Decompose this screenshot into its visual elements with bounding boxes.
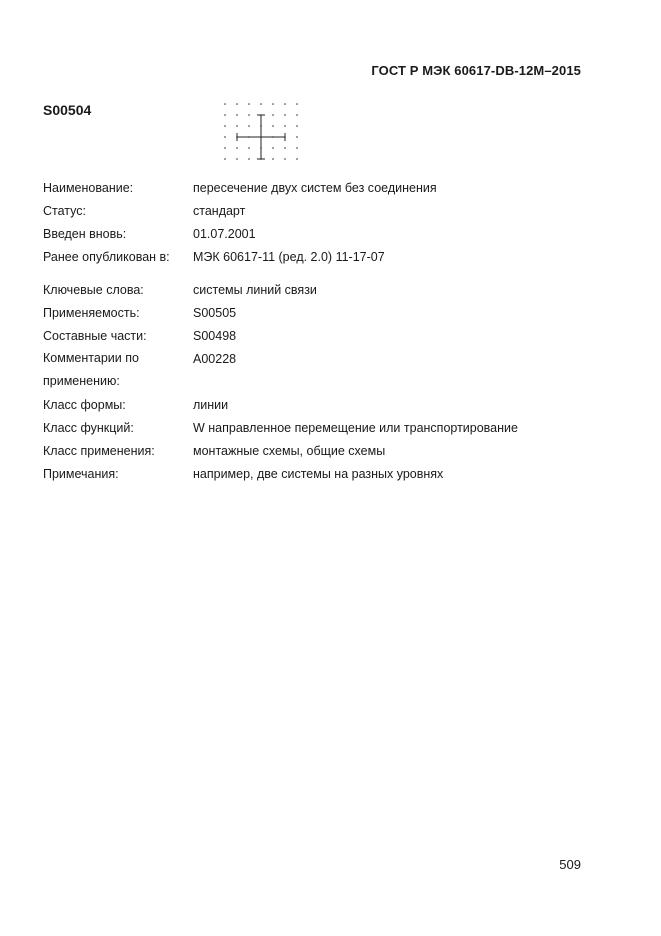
field-label: Ключевые слова: (43, 283, 144, 297)
field-label: Статус: (43, 204, 86, 218)
field-label: Класс формы: (43, 398, 126, 412)
field-value: линии (193, 398, 229, 412)
field-value: 01.07.2001 (193, 227, 256, 241)
field-value: пересечение двух систем без соединения (193, 181, 437, 195)
field-label: Ранее опубликован в: (43, 250, 170, 264)
field-label: Наименование: (43, 181, 134, 195)
field-value: W направленное перемещение или транспортирование (193, 421, 518, 435)
field-label: Составные части: (43, 329, 147, 343)
field-value: S00498 (193, 329, 237, 343)
field-value: A00228 (193, 352, 237, 366)
field-label: Примечания: (43, 467, 119, 481)
field-value: стандарт (193, 204, 246, 218)
field-value: системы линий связи (193, 283, 317, 297)
field-label: Класс функций: (43, 421, 134, 435)
page-number: 509 (559, 857, 581, 872)
field-value: МЭК 60617-11 (ред. 2.0) 11-17-07 (193, 250, 385, 264)
field-value: монтажные схемы, общие схемы (193, 444, 386, 458)
crossing-lines-no-junction-icon (222, 100, 304, 164)
field-label: Класс применения: (43, 444, 155, 458)
symbol-code: S00504 (43, 102, 92, 118)
field-label: Введен вновь: (43, 227, 127, 241)
field-label: Комментарии по применению: (43, 351, 139, 388)
field-value: S00505 (193, 306, 237, 320)
field-label: Применяемость: (43, 306, 140, 320)
field-value: например, две системы на разных уровнях (193, 467, 444, 481)
standard-header: ГОСТ Р МЭК 60617-DB-12M–2015 (371, 63, 581, 78)
